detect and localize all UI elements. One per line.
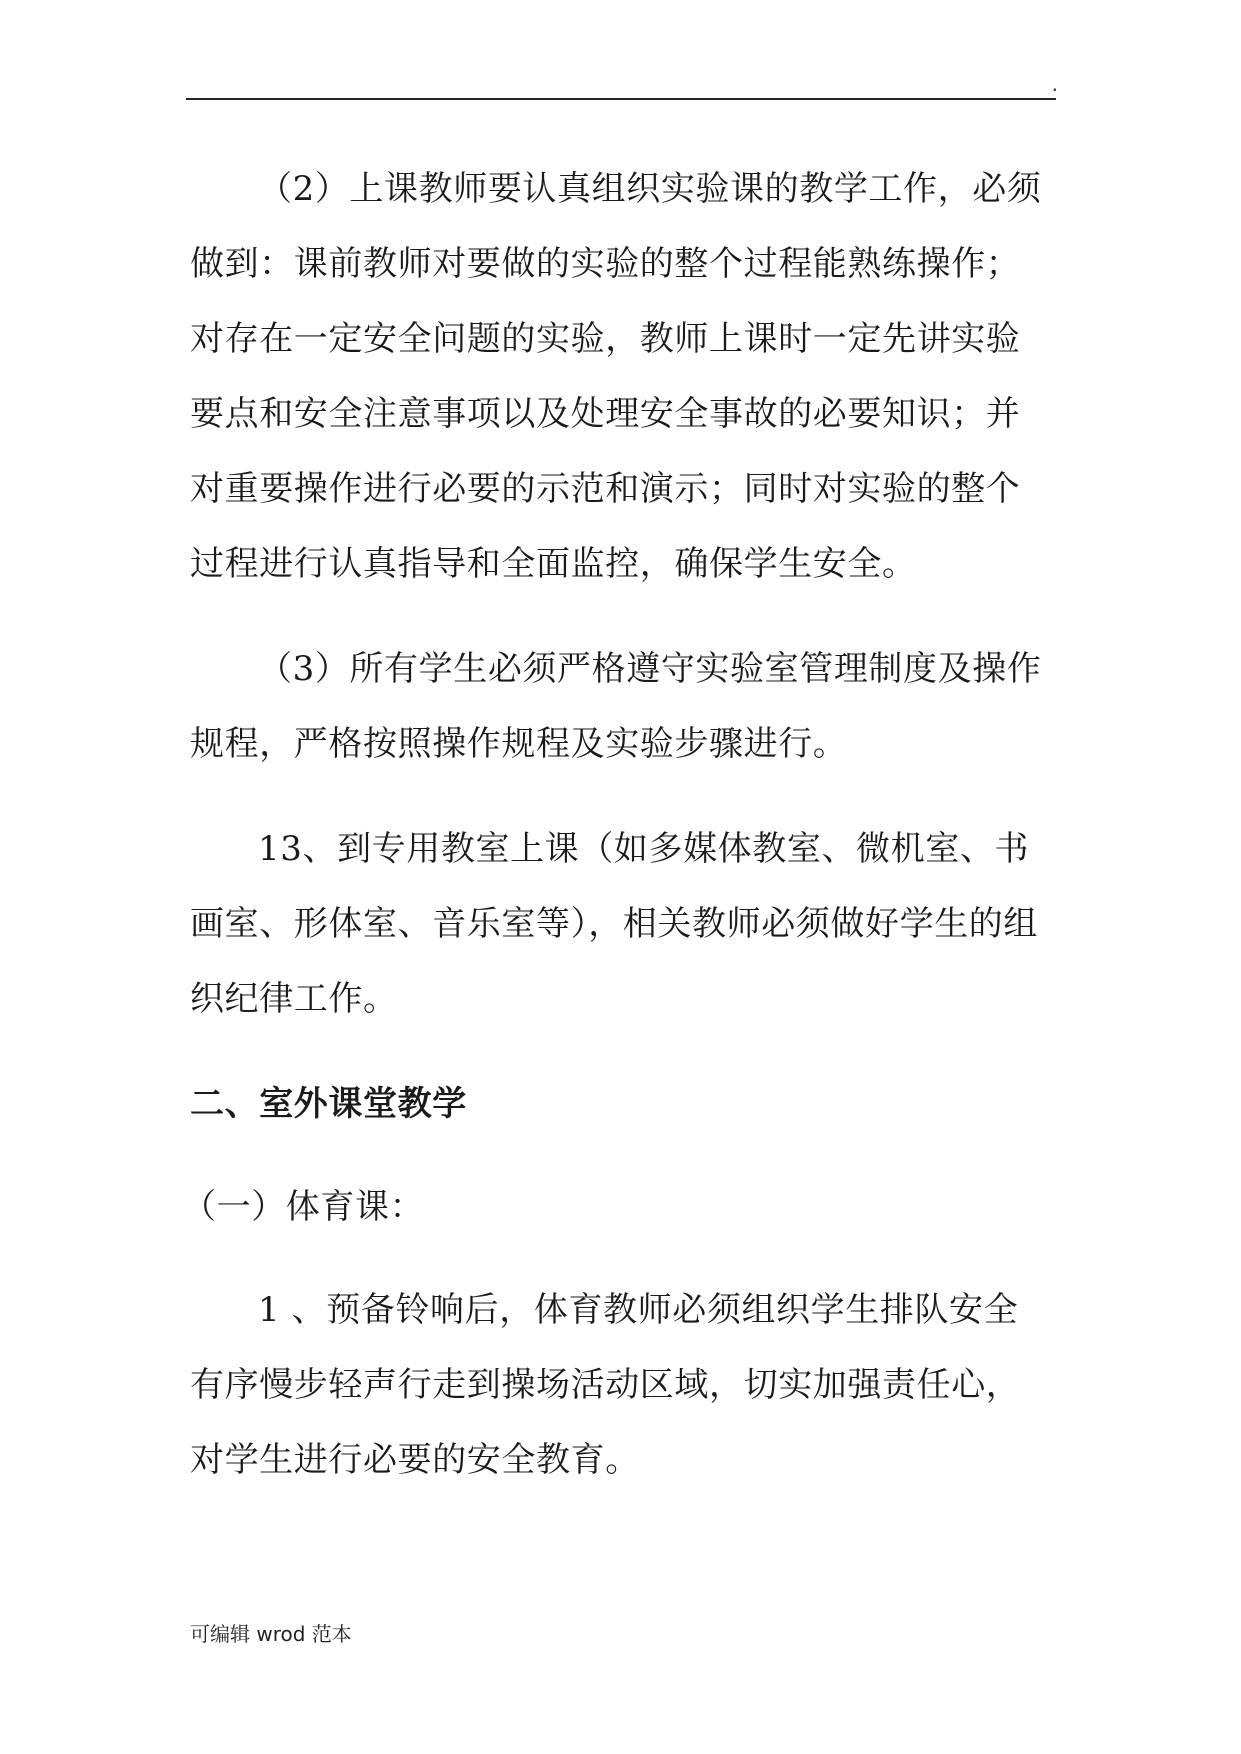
footer-text: 可编辑 wrod 范本: [190, 1622, 352, 1646]
paragraph-lab-teacher-duties: （2）上课教师要认真组织实验课的教学工作，必须做到：课前教师对要做的实验的整个过程能熟练操作；对存在一定安全问题的实验，教师上课时一定先讲实验要点和安全注意事项以及处理安全事故的必要知识；并对重要操作进行必要的示范和演示；同时对实验的整个过程进行认真指导和全面监控，确保学生安全。: [190, 169, 1042, 584]
paragraph-student-rules: （3）所有学生必须严格遵守实验室管理制度及操作规程，严格按照操作规程及实验步骤进行。: [190, 649, 1042, 764]
section-heading: 二、室外课堂教学: [190, 1084, 467, 1124]
document-body: [182, 152, 1050, 1498]
paragraph-special-classrooms: 13、到专用教室上课（如多媒体教室、微机室、书画室、形体室、音乐室等），相关教师必须做好学生的组织纪律工作。: [190, 829, 1038, 1019]
header-mark: .: [1051, 72, 1058, 96]
paragraph-pe-item-1: 1 、预备铃响后，体育教师必须组织学生排队安全有序慢步轻声行走到操场活动区域，切实加强责任心，对学生进行必要的安全教育。: [190, 1290, 1021, 1480]
header-rule: [186, 98, 1056, 100]
subheading-pe-class: （一）体育课：: [182, 1187, 425, 1227]
